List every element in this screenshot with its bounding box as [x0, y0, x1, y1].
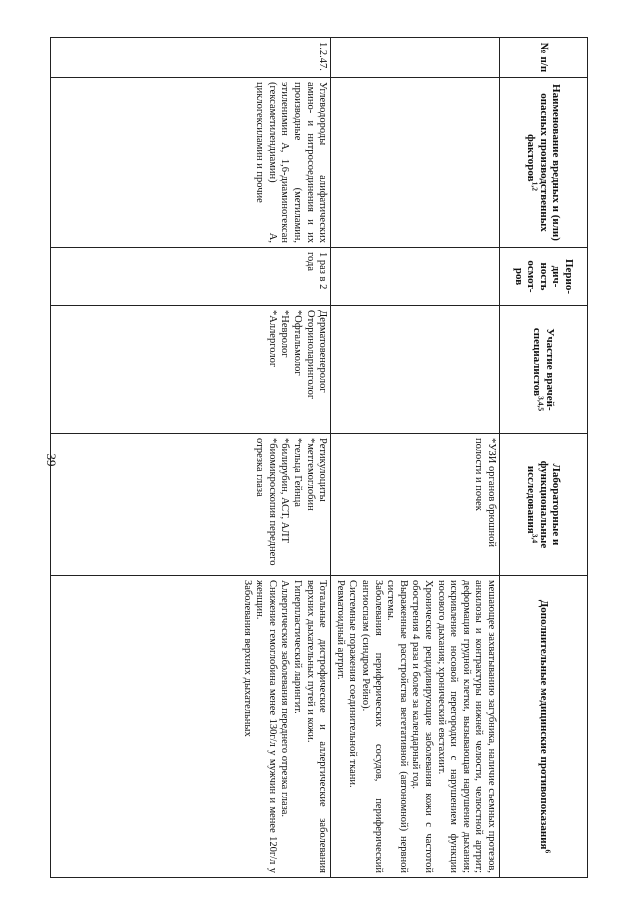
row2-doctors: [51, 306, 331, 434]
row1-periodicity: [331, 248, 500, 306]
contra-item: Хронические рецидивирующие заболевания кожи с частотой обострения 4 раза и более за календарный год.: [410, 580, 435, 873]
doctor-item: *Невролог: [279, 310, 291, 358]
row2-number: 1.2.47.: [51, 38, 331, 78]
lab-item: Ретикулоциты: [317, 438, 329, 502]
row2-contraindications: [51, 576, 331, 878]
contra-item: Системные поражения соединительной ткани.: [347, 580, 359, 788]
row2-lab-tests: [51, 434, 331, 576]
lab-item: *биомикроскопия переднего отрезка глаза: [254, 438, 278, 566]
lab-item: *тельца Гейнца: [292, 438, 304, 507]
header-factor: Наименование вредных и (или) опасных производственных факторов$^{1,2}$: [500, 78, 588, 248]
table-row: [331, 38, 500, 878]
page-number: 39: [44, 453, 59, 467]
contra-item: мешающее захватыванию загубника, наличие съемных протезов, анкилозы и контрактуры нижней челюсти, челюстной артрит; деформация грудной клетки, вызывающая нарушение дыхания; искривление носовой перегородки с нарушением функции носового дыхания; хронический евстахиит.: [435, 580, 497, 873]
rotated-page-content: [60, 37, 588, 877]
doctor-item: *Офтальмолог: [292, 310, 304, 376]
lab-item: *билирубин, АСТ, АЛТ: [279, 438, 291, 543]
table-header-row: [500, 38, 588, 878]
contra-item: Заболевания верхних дыхательных: [241, 580, 253, 737]
contra-item: Тотальные дистрофические и аллергические заболевания верхних дыхательных путей и кожи.: [304, 580, 329, 873]
row2-periodicity: 1 раз в 2 года: [51, 248, 331, 306]
contra-item: Заболевания периферических сосудов, периферический ангиоспазм (синдром Рейно).: [360, 580, 384, 873]
row1-doctors: [331, 306, 500, 434]
row1-lab-tests: [331, 434, 500, 576]
row1-contraindications: [331, 576, 500, 878]
row1-factor: [331, 78, 500, 248]
table-row: [51, 38, 331, 878]
lab-item: *УЗИ органов брюшной полости и почек: [473, 438, 497, 547]
contra-item: Аллергические заболевания переднего отрезка глаза.: [279, 580, 291, 818]
medical-factors-table: [50, 37, 588, 878]
header-lab-tests: Лабораторные и функциональные исследования$^{3,4}$: [500, 434, 588, 576]
contra-item: Снижение гемоглобина менее 130г/л у мужчин и менее 120г/л у женщин.: [254, 580, 278, 873]
lab-item: *метгемоглобин: [304, 438, 316, 511]
row1-number: [331, 38, 500, 78]
header-number: № п/п: [500, 38, 588, 78]
header-contraindications: Дополнительные медицинские противопоказания$^6$: [500, 576, 588, 878]
doctor-item: Дерматовенеролог: [317, 310, 329, 393]
contra-item: Выраженные расстройства вегетативной (автономной) нервной системы.: [385, 580, 409, 873]
doctor-item: *Аллерголог: [266, 310, 278, 368]
contra-item: Ревматоидный артрит.: [334, 580, 346, 680]
doctor-item: Оториноларинголог: [304, 310, 316, 400]
header-doctors: Участие врачей-специалистов$^{3,4,5}$: [500, 306, 588, 434]
header-periodicity: Перио-дич-ность осмот-ров: [500, 248, 588, 306]
row2-factor: Углеводороды алифатических амино- и нитросоединения и их производные (метиламин, этиленимин А, 1,6-диаминогексан (гексаметилендиамин) А, циклогексиламин и прочие: [51, 78, 331, 248]
contra-item: Гиперпластический ларингит.: [292, 580, 304, 714]
